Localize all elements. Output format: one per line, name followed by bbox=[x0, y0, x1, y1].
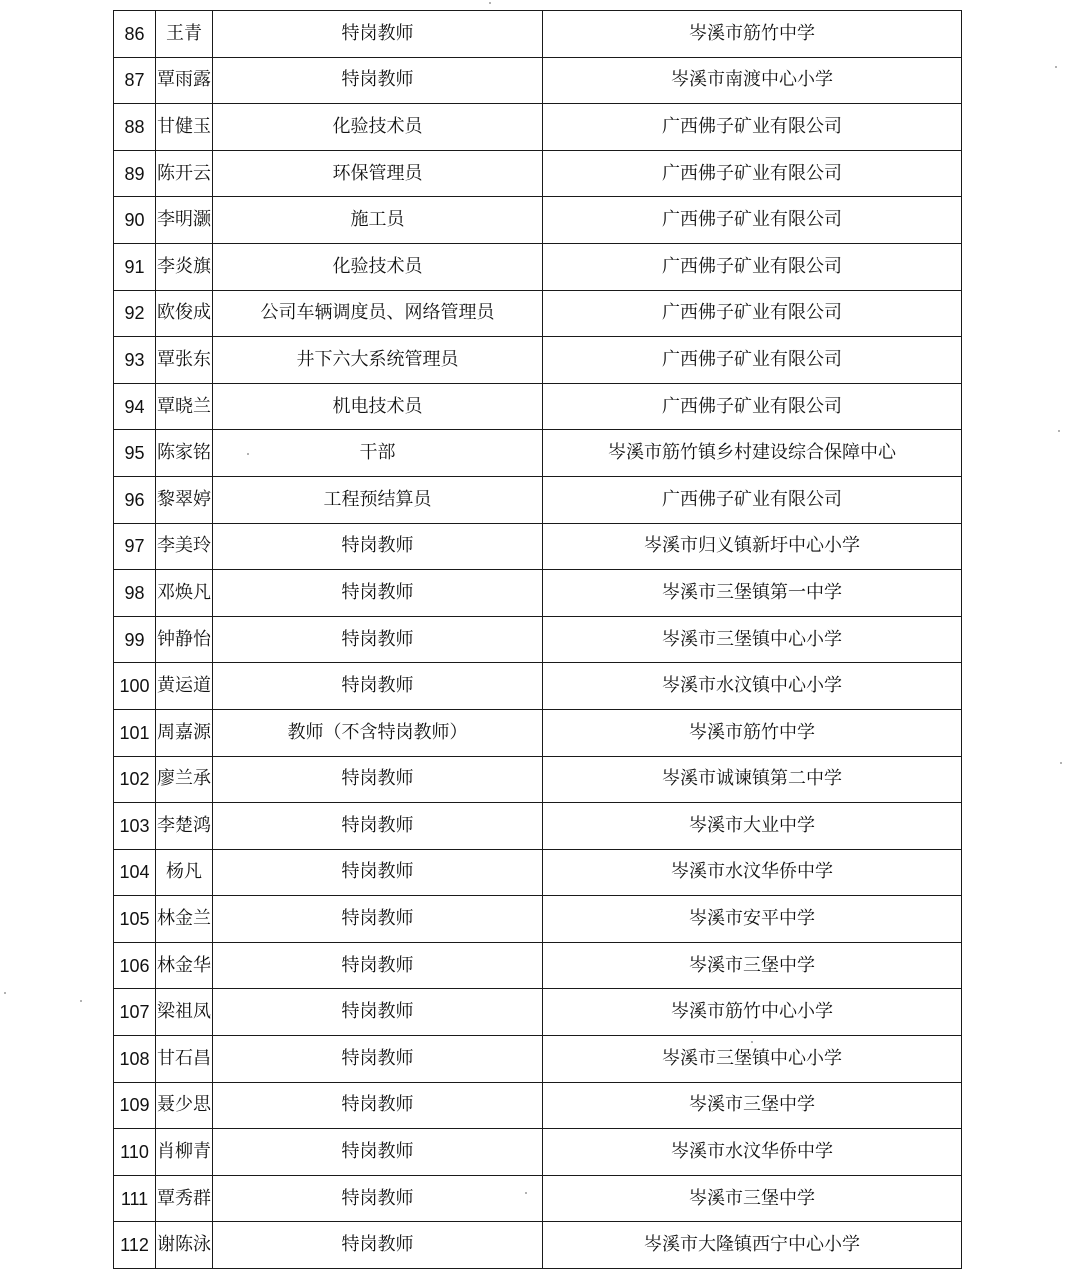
table-row bbox=[114, 197, 962, 244]
row-number-cell: 111 bbox=[114, 1175, 156, 1222]
table-row bbox=[114, 616, 962, 663]
unit-cell: 岑溪市筋竹中心小学 bbox=[543, 989, 962, 1036]
unit-cell: 广西佛子矿业有限公司 bbox=[543, 290, 962, 337]
row-number-cell: 106 bbox=[114, 942, 156, 989]
name-cell: 李炎旗 bbox=[156, 243, 213, 290]
table-row bbox=[114, 803, 962, 850]
row-number-cell: 99 bbox=[114, 616, 156, 663]
roster-table-body bbox=[114, 11, 962, 1269]
name-cell: 覃晓兰 bbox=[156, 383, 213, 430]
name-cell: 甘石昌 bbox=[156, 1036, 213, 1083]
name-cell: 谢陈泳 bbox=[156, 1222, 213, 1269]
row-number-cell: 94 bbox=[114, 383, 156, 430]
position-cell: 特岗教师 bbox=[213, 942, 543, 989]
name-cell: 黎翠婷 bbox=[156, 476, 213, 523]
row-number-cell: 103 bbox=[114, 803, 156, 850]
unit-cell: 岑溪市水汶华侨中学 bbox=[543, 849, 962, 896]
position-cell: 化验技术员 bbox=[213, 104, 543, 151]
unit-cell: 广西佛子矿业有限公司 bbox=[543, 383, 962, 430]
row-number-cell: 93 bbox=[114, 337, 156, 384]
position-cell: 化验技术员 bbox=[213, 243, 543, 290]
table-row bbox=[114, 476, 962, 523]
name-cell: 黄运道 bbox=[156, 663, 213, 710]
position-cell: 干部 bbox=[213, 430, 543, 477]
position-cell: 教师（不含特岗教师） bbox=[213, 709, 543, 756]
position-cell: 特岗教师 bbox=[213, 1222, 543, 1269]
table-row bbox=[114, 1036, 962, 1083]
unit-cell: 岑溪市水汶镇中心小学 bbox=[543, 663, 962, 710]
row-number-cell: 100 bbox=[114, 663, 156, 710]
position-cell: 特岗教师 bbox=[213, 896, 543, 943]
name-cell: 李明灏 bbox=[156, 197, 213, 244]
unit-cell: 广西佛子矿业有限公司 bbox=[543, 337, 962, 384]
table-row bbox=[114, 11, 962, 58]
unit-cell: 岑溪市大隆镇西宁中心小学 bbox=[543, 1222, 962, 1269]
name-cell: 肖柳青 bbox=[156, 1129, 213, 1176]
name-cell: 覃雨露 bbox=[156, 57, 213, 104]
table-row bbox=[114, 709, 962, 756]
position-cell: 特岗教师 bbox=[213, 803, 543, 850]
scan-speck bbox=[4, 992, 6, 994]
row-number-cell: 90 bbox=[114, 197, 156, 244]
scan-speck bbox=[1058, 430, 1060, 432]
row-number-cell: 102 bbox=[114, 756, 156, 803]
unit-cell: 岑溪市三堡中学 bbox=[543, 942, 962, 989]
position-cell: 特岗教师 bbox=[213, 663, 543, 710]
name-cell: 覃张东 bbox=[156, 337, 213, 384]
row-number-cell: 91 bbox=[114, 243, 156, 290]
unit-cell: 岑溪市筋竹中学 bbox=[543, 11, 962, 58]
name-cell: 李美玲 bbox=[156, 523, 213, 570]
name-cell: 聂少思 bbox=[156, 1082, 213, 1129]
table-row bbox=[114, 1082, 962, 1129]
scan-speck bbox=[525, 1192, 527, 1194]
name-cell: 欧俊成 bbox=[156, 290, 213, 337]
name-cell: 李楚鸿 bbox=[156, 803, 213, 850]
row-number-cell: 104 bbox=[114, 849, 156, 896]
position-cell: 特岗教师 bbox=[213, 849, 543, 896]
name-cell: 林金华 bbox=[156, 942, 213, 989]
scan-speck bbox=[489, 2, 491, 4]
position-cell: 特岗教师 bbox=[213, 57, 543, 104]
position-cell: 特岗教师 bbox=[213, 1036, 543, 1083]
position-cell: 工程预结算员 bbox=[213, 476, 543, 523]
name-cell: 陈开云 bbox=[156, 150, 213, 197]
position-cell: 特岗教师 bbox=[213, 1175, 543, 1222]
name-cell: 钟静怡 bbox=[156, 616, 213, 663]
position-cell: 施工员 bbox=[213, 197, 543, 244]
table-row bbox=[114, 756, 962, 803]
name-cell: 杨凡 bbox=[156, 849, 213, 896]
unit-cell: 岑溪市三堡中学 bbox=[543, 1082, 962, 1129]
table-row bbox=[114, 337, 962, 384]
position-cell: 机电技术员 bbox=[213, 383, 543, 430]
name-cell: 陈家铭 bbox=[156, 430, 213, 477]
unit-cell: 岑溪市诚谏镇第二中学 bbox=[543, 756, 962, 803]
name-cell: 覃秀群 bbox=[156, 1175, 213, 1222]
position-cell: 环保管理员 bbox=[213, 150, 543, 197]
table-row bbox=[114, 849, 962, 896]
unit-cell: 岑溪市大业中学 bbox=[543, 803, 962, 850]
row-number-cell: 105 bbox=[114, 896, 156, 943]
scan-speck bbox=[247, 453, 249, 455]
unit-cell: 岑溪市筋竹中学 bbox=[543, 709, 962, 756]
table-row bbox=[114, 570, 962, 617]
table-row bbox=[114, 1222, 962, 1269]
table-row bbox=[114, 896, 962, 943]
row-number-cell: 95 bbox=[114, 430, 156, 477]
row-number-cell: 101 bbox=[114, 709, 156, 756]
row-number-cell: 109 bbox=[114, 1082, 156, 1129]
unit-cell: 广西佛子矿业有限公司 bbox=[543, 104, 962, 151]
scan-speck bbox=[1055, 66, 1057, 68]
unit-cell: 岑溪市三堡中学 bbox=[543, 1175, 962, 1222]
row-number-cell: 87 bbox=[114, 57, 156, 104]
table-row bbox=[114, 104, 962, 151]
scan-speck bbox=[80, 1000, 82, 1002]
position-cell: 特岗教师 bbox=[213, 756, 543, 803]
unit-cell: 广西佛子矿业有限公司 bbox=[543, 197, 962, 244]
table-row bbox=[114, 989, 962, 1036]
row-number-cell: 88 bbox=[114, 104, 156, 151]
row-number-cell: 98 bbox=[114, 570, 156, 617]
position-cell: 特岗教师 bbox=[213, 523, 543, 570]
unit-cell: 岑溪市三堡镇中心小学 bbox=[543, 1036, 962, 1083]
position-cell: 井下六大系统管理员 bbox=[213, 337, 543, 384]
unit-cell: 岑溪市南渡中心小学 bbox=[543, 57, 962, 104]
table-row bbox=[114, 663, 962, 710]
row-number-cell: 97 bbox=[114, 523, 156, 570]
position-cell: 公司车辆调度员、网络管理员 bbox=[213, 290, 543, 337]
row-number-cell: 92 bbox=[114, 290, 156, 337]
row-number-cell: 107 bbox=[114, 989, 156, 1036]
unit-cell: 广西佛子矿业有限公司 bbox=[543, 476, 962, 523]
name-cell: 林金兰 bbox=[156, 896, 213, 943]
unit-cell: 广西佛子矿业有限公司 bbox=[543, 150, 962, 197]
position-cell: 特岗教师 bbox=[213, 1082, 543, 1129]
row-number-cell: 96 bbox=[114, 476, 156, 523]
table-row bbox=[114, 523, 962, 570]
scan-speck bbox=[751, 1041, 753, 1043]
name-cell: 周嘉源 bbox=[156, 709, 213, 756]
roster-table bbox=[113, 10, 962, 1269]
row-number-cell: 89 bbox=[114, 150, 156, 197]
table-row bbox=[114, 290, 962, 337]
row-number-cell: 110 bbox=[114, 1129, 156, 1176]
name-cell: 廖兰承 bbox=[156, 756, 213, 803]
name-cell: 王青 bbox=[156, 11, 213, 58]
position-cell: 特岗教师 bbox=[213, 11, 543, 58]
row-number-cell: 86 bbox=[114, 11, 156, 58]
position-cell: 特岗教师 bbox=[213, 989, 543, 1036]
position-cell: 特岗教师 bbox=[213, 616, 543, 663]
name-cell: 甘健玉 bbox=[156, 104, 213, 151]
unit-cell: 岑溪市筋竹镇乡村建设综合保障中心 bbox=[543, 430, 962, 477]
table-row bbox=[114, 1129, 962, 1176]
table-row bbox=[114, 150, 962, 197]
row-number-cell: 112 bbox=[114, 1222, 156, 1269]
table-row bbox=[114, 430, 962, 477]
unit-cell: 岑溪市归义镇新圩中心小学 bbox=[543, 523, 962, 570]
unit-cell: 岑溪市安平中学 bbox=[543, 896, 962, 943]
unit-cell: 广西佛子矿业有限公司 bbox=[543, 243, 962, 290]
name-cell: 邓焕凡 bbox=[156, 570, 213, 617]
row-number-cell: 108 bbox=[114, 1036, 156, 1083]
table-row bbox=[114, 243, 962, 290]
unit-cell: 岑溪市三堡镇第一中学 bbox=[543, 570, 962, 617]
table-row bbox=[114, 383, 962, 430]
unit-cell: 岑溪市水汶华侨中学 bbox=[543, 1129, 962, 1176]
table-row bbox=[114, 942, 962, 989]
position-cell: 特岗教师 bbox=[213, 1129, 543, 1176]
table-row bbox=[114, 1175, 962, 1222]
position-cell: 特岗教师 bbox=[213, 570, 543, 617]
scan-speck bbox=[1060, 762, 1062, 764]
unit-cell: 岑溪市三堡镇中心小学 bbox=[543, 616, 962, 663]
table-row bbox=[114, 57, 962, 104]
name-cell: 梁祖凤 bbox=[156, 989, 213, 1036]
